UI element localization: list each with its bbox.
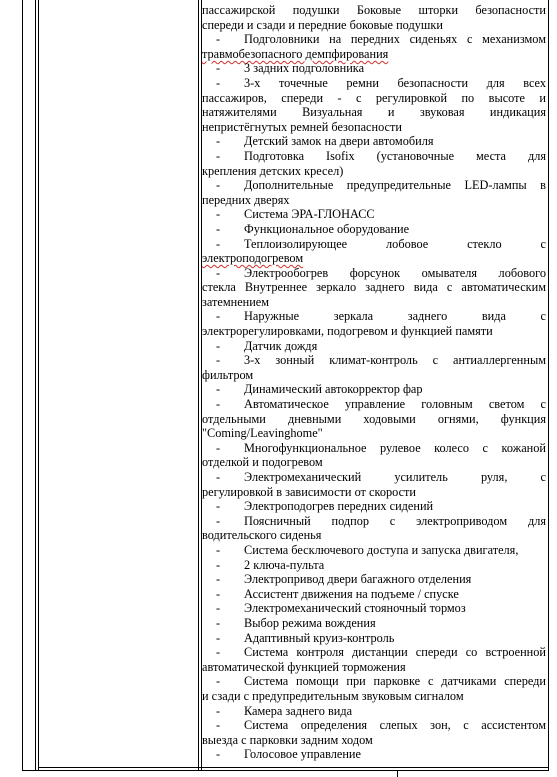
- text-line: [202, 397, 546, 412]
- bullet-dash: -: [216, 134, 221, 149]
- line-text: Ассистент движения на подъеме / спуске: [244, 586, 459, 601]
- bullet-dash: -: [216, 221, 221, 236]
- line-text: Дополнительные предупредительные LED-лампы в: [244, 178, 546, 193]
- table-border-col2-left: [198, 0, 199, 771]
- line-text: фильтром: [202, 367, 254, 382]
- text-line: [202, 61, 546, 76]
- text-line: [202, 514, 546, 529]
- line-text: стекла Внутреннее зеркало заднего вида с автоматическим: [202, 280, 546, 295]
- line-text: Электроподогрев передних сидений: [244, 499, 434, 514]
- line-text: Подготовка Isofix (установочные места для: [244, 148, 546, 163]
- line-text: отдельными дневными ходовыми огнями, функция: [202, 411, 546, 426]
- bullet-dash: -: [216, 630, 221, 645]
- text-line: [202, 426, 546, 441]
- text-line: [202, 18, 546, 33]
- bullet-dash: -: [216, 32, 221, 47]
- line-text: пассажирской подушки Боковые шторки безопасности: [202, 3, 546, 17]
- text-line: [202, 689, 546, 704]
- bullet-dash: -: [216, 309, 221, 324]
- text-line: [202, 3, 546, 18]
- line-text: Автоматическое управление головным светом с: [244, 397, 546, 412]
- text-line: [202, 485, 546, 500]
- table-border-left: [22, 0, 23, 771]
- text-line: [202, 747, 546, 762]
- line-text: натяжителями Визуальная и звуковая индикация: [202, 105, 546, 120]
- bullet-dash: -: [216, 207, 221, 222]
- bullet-dash: -: [216, 338, 221, 353]
- text-line: [202, 601, 546, 616]
- text-line: [202, 499, 546, 514]
- bullet-dash: -: [216, 353, 221, 368]
- text-line: [202, 237, 546, 252]
- text-line: [202, 32, 546, 47]
- line-text: Электромеханический стояночный тормоз: [244, 601, 466, 616]
- bullet-dash: -: [216, 601, 221, 616]
- bullet-dash: -: [216, 703, 221, 718]
- bullet-dash: -: [216, 470, 221, 484]
- text-line: [202, 47, 546, 62]
- line-text: непристёгнутых ремней безопасности: [202, 119, 402, 134]
- line-text: травмобезопасного демпфирования: [202, 46, 389, 61]
- bullet-dash: -: [216, 178, 221, 193]
- line-text: Система бесключевого доступа и запуска двигателя,: [244, 542, 519, 557]
- bullet-dash: -: [216, 382, 221, 397]
- bullet-dash: -: [216, 645, 221, 660]
- line-text: Наружные зеркала заднего вида с: [244, 309, 546, 324]
- line-text: пассажиров, спереди - с регулировкой по высоте и: [202, 90, 546, 105]
- text-line: [202, 733, 546, 748]
- bullet-dash: -: [216, 572, 221, 587]
- bullet-dash: -: [216, 586, 221, 601]
- text-line: [202, 704, 546, 719]
- text-line: [202, 134, 546, 149]
- bullet-dash: -: [216, 718, 221, 733]
- line-text: Детский замок на двери автомобиля: [244, 134, 434, 149]
- text-line: [202, 412, 546, 427]
- line-text: 3-х зонный климат-контроль с антиаллергенным: [244, 353, 546, 368]
- text-line: [202, 470, 546, 485]
- bullet-dash: -: [216, 542, 221, 557]
- text-line: [202, 528, 546, 543]
- line-text: Система помощи при парковке с датчиками спереди: [244, 674, 546, 689]
- text-line: [202, 76, 546, 91]
- bullet-dash: -: [216, 499, 221, 514]
- text-line: [202, 149, 546, 164]
- line-text: передних дверях: [202, 192, 290, 207]
- line-text: Электропривод двери багажного отделения: [244, 572, 472, 587]
- text-line: [202, 558, 546, 573]
- table-border-right: [548, 0, 549, 771]
- text-line: [202, 382, 546, 397]
- bullet-dash: -: [216, 513, 221, 528]
- text-line: [202, 207, 546, 222]
- bullet-dash: -: [216, 440, 221, 455]
- text-line: [202, 280, 546, 295]
- bullet-dash: -: [216, 674, 221, 689]
- text-line: [202, 164, 546, 179]
- text-line: [202, 193, 546, 208]
- text-line: [202, 178, 546, 193]
- line-text: Адаптивный круиз-контроль: [244, 630, 395, 645]
- line-text: Голосовое управление: [244, 747, 361, 762]
- line-text: автоматической функцией торможения: [202, 659, 406, 674]
- text-line: [202, 295, 546, 310]
- line-text: Электрообогрев форсунок омывателя лобового: [244, 265, 546, 280]
- line-text: Подголовники на передних сиденьях с механизмом: [244, 32, 546, 47]
- line-text: Датчик дождя: [244, 338, 318, 353]
- text-line: [202, 309, 546, 324]
- text-line: [202, 353, 546, 368]
- text-line: [202, 441, 546, 456]
- table-border-col1-right: [38, 0, 39, 771]
- bullet-dash: -: [216, 265, 221, 280]
- text-line: [202, 222, 546, 237]
- bullet-dash: -: [216, 397, 221, 412]
- line-text: 3-х точечные ремни безопасности для всех: [244, 75, 546, 90]
- bullet-dash: -: [216, 557, 221, 572]
- line-text: и сзади с предупредительным звуковым сигналом: [202, 688, 464, 703]
- line-text: Выбор режима вождения: [244, 615, 376, 630]
- equipment-description-cell: [202, 3, 546, 773]
- line-text: регулировкой в зависимости от скорости: [202, 484, 416, 499]
- line-text: Камера заднего вида: [244, 703, 353, 718]
- bullet-dash: -: [216, 75, 221, 90]
- line-text: водительского сиденья: [202, 528, 322, 543]
- text-line: [202, 587, 546, 602]
- line-text: крепления детских кресел): [202, 163, 344, 178]
- line-text: электрорегулировками, подогревом и функцией памяти: [202, 324, 493, 339]
- line-text: спереди и сзади и передние боковые подушки: [202, 17, 443, 32]
- text-line: [202, 718, 546, 733]
- line-text: Теплоизолирующее лобовое стекло с: [244, 236, 546, 251]
- line-text: Система ЭРА-ГЛОНАСС: [244, 207, 375, 222]
- line-text: Функциональное оборудование: [244, 221, 410, 236]
- table-border-col1-left: [35, 0, 36, 771]
- bullet-dash: -: [216, 61, 221, 76]
- bullet-dash: -: [216, 236, 221, 251]
- text-line: [202, 91, 546, 106]
- bullet-dash: -: [216, 615, 221, 630]
- text-line: [202, 368, 546, 383]
- text-line: [202, 631, 546, 646]
- line-text: Поясничный подпор с электроприводом для: [244, 513, 546, 528]
- text-line: [202, 120, 546, 135]
- line-text: 3 задних подголовника: [244, 61, 365, 76]
- line-text: Динамический автокорректор фар: [244, 382, 423, 397]
- text-line: [202, 251, 546, 266]
- text-line: [202, 324, 546, 339]
- line-text: Многофункциональное рулевое колесо с кожаной: [244, 440, 546, 455]
- text-line: [202, 105, 546, 120]
- text-line: [202, 674, 546, 689]
- line-text: "Coming/Leavinghome": [202, 426, 323, 441]
- text-line: [202, 266, 546, 281]
- line-text: затемнением: [202, 294, 270, 309]
- text-line: [202, 543, 546, 558]
- text-line: [202, 660, 546, 675]
- line-text: Электромеханический усилитель руля, с: [244, 470, 546, 484]
- text-line: [202, 339, 546, 354]
- text-line: [202, 616, 546, 631]
- line-text: 2 ключа-пульта: [244, 557, 325, 572]
- line-text: электроподогревом: [202, 251, 304, 266]
- bullet-dash: -: [216, 148, 221, 163]
- text-line: [202, 645, 546, 660]
- text-line: [202, 572, 546, 587]
- line-text: Система определения слепых зон, с ассистентом: [244, 718, 546, 733]
- text-line: [202, 455, 546, 470]
- line-text: отделкой и подогревом: [202, 455, 323, 470]
- bullet-dash: -: [216, 747, 221, 762]
- line-text: выезда с парковки задним ходом: [202, 732, 373, 747]
- line-text: Система контроля дистанции спереди со встроенной: [244, 645, 546, 660]
